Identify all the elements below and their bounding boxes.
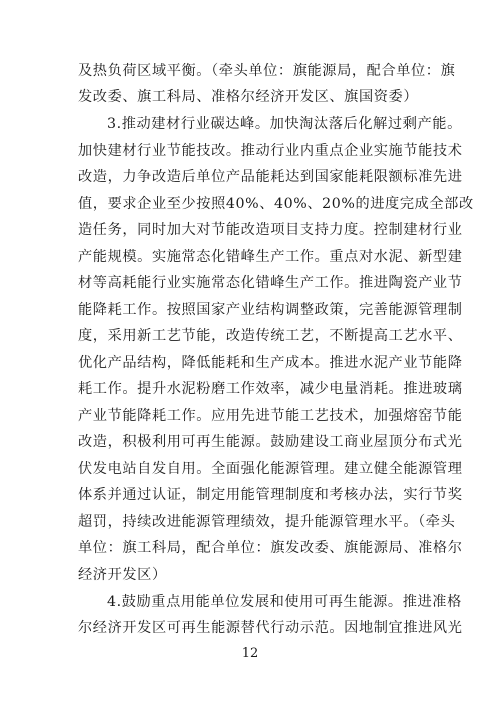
text-line: 产能规模。实施常态化错峰生产工作。重点对水泥、新型建 — [78, 249, 463, 265]
text-line: 产业节能降耗工作。应用先进节能工艺技术，加强熔窑节能 — [78, 408, 463, 424]
text-line: 材等高耗能行业实施常态化错峰生产工作。推进陶瓷产业节 — [78, 275, 463, 291]
text-line: 改造，力争改造后单位产品能耗达到国家能耗限额标准先进 — [78, 169, 463, 185]
text-line: 经济开发区） — [78, 567, 167, 583]
text-line: 值，要求企业至少按照40%、40%、20%的进度完成全部改 — [78, 196, 474, 212]
text-line: 单位：旗工科局，配合单位：旗发改委、旗能源局、准格尔 — [78, 540, 463, 556]
section-heading: 3.推动建材行业碳达峰。加快淘汰落后化解过剩产能。 — [107, 116, 462, 132]
text-line: 优化产品结构，降低能耗和生产成本。推进水泥产业节能降 — [78, 355, 463, 371]
text-line: 发改委、旗工科局、准格尔经济开发区、旗国资委） — [78, 89, 419, 105]
text-line: 度，采用新工艺节能，改造传统工艺，不断提高工艺水平、 — [78, 328, 463, 344]
text-line: 改造，积极利用可再生能源。鼓励建设工商业屋顶分布式光 — [78, 434, 463, 450]
text-line: 尔经济开发区可再生能源替代行动示范。因地制宜推进风光 — [78, 620, 463, 636]
text-line: 加快建材行业节能技改。推动行业内重点企业实施节能技术 — [78, 143, 463, 159]
section-heading: 4.鼓励重点用能单位发展和使用可再生能源。推进准格 — [107, 594, 462, 610]
text-line: 及热负荷区域平衡。（牵头单位：旗能源局，配合单位：旗 — [78, 63, 456, 79]
text-line: 能降耗工作。按照国家产业结构调整政策，完善能源管理制 — [78, 302, 463, 318]
text-line: 超罚，持续改进能源管理绩效，提升能源管理水平。（牵头 — [78, 514, 456, 530]
text-line: 造任务，同时加大对节能改造项目支持力度。控制建材行业 — [78, 222, 463, 238]
text-line: 体系并通过认证，制定用能管理制度和考核办法，实行节奖 — [78, 487, 463, 503]
page-number: 12 — [241, 646, 259, 661]
text-line: 伏发电站自发自用。全面强化能源管理。建立健全能源管理 — [78, 461, 463, 477]
text-line: 耗工作。提升水泥粉磨工作效率，减少电量消耗。推进玻璃 — [78, 381, 463, 397]
